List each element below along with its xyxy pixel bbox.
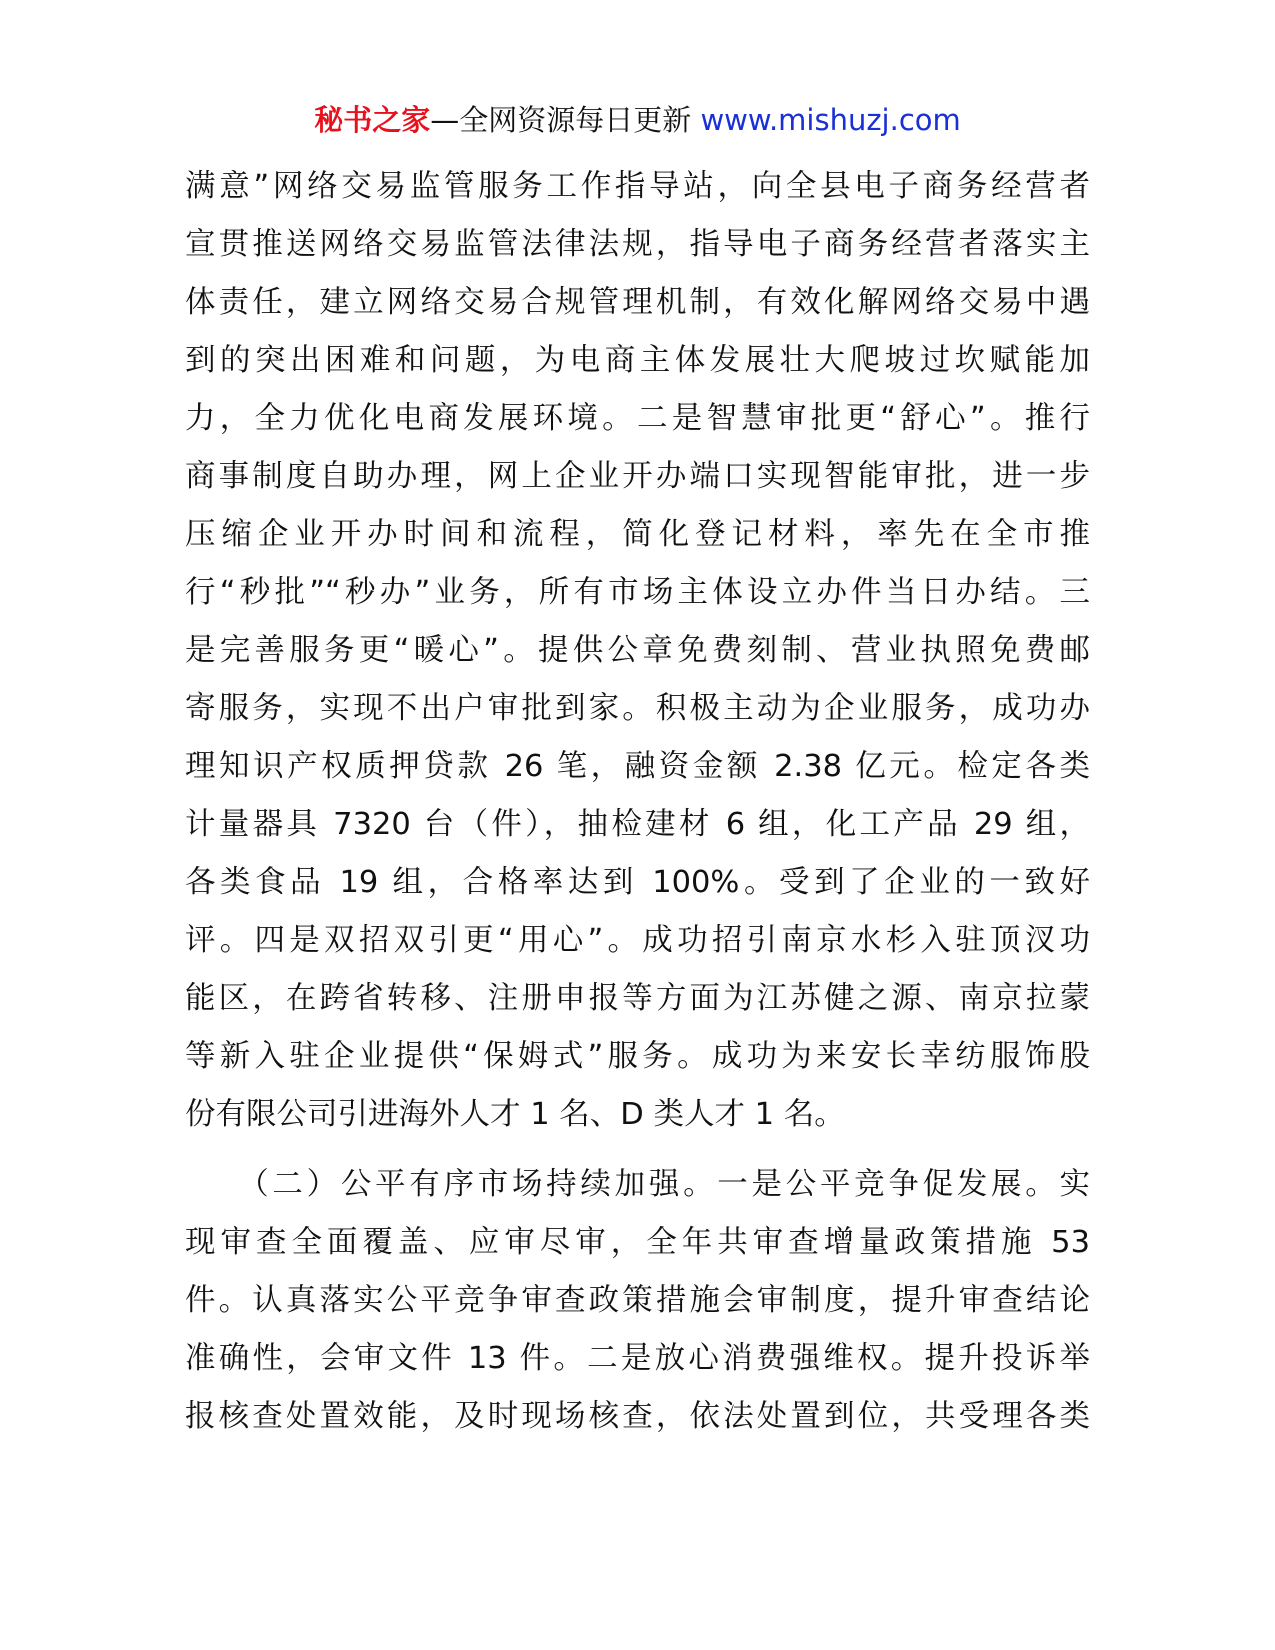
text-line: 是完善服务更“暖心”。提供公章免费刻制、营业执照免费邮 — [185, 633, 1090, 668]
text-line: 能区，在跨省转移、注册申报等方面为江苏健之源、南京拉蒙 — [185, 981, 1090, 1016]
header-tagline: —全网资源每日更新 — [430, 103, 701, 137]
text-line: 体责任，建立网络交易合规管理机制，有效化解网络交易中遇 — [185, 285, 1090, 320]
page-header — [0, 100, 1275, 140]
document-body — [185, 158, 1090, 1446]
text-line: 行“秒批”“秒办”业务，所有市场主体设立办件当日办结。三 — [185, 575, 1090, 610]
text-line: 理知识产权质押贷款 26 笔，融资金额 2.38 亿元。检定各类 — [185, 749, 1090, 784]
text-line: 件。认真落实公平竞争审查政策措施会审制度，提升审查结论 — [185, 1283, 1090, 1318]
brand-name: 秘书之家 — [314, 103, 431, 137]
text-line: 评。四是双招双引更“用心”。成功招引南京水杉入驻顶汊功 — [185, 923, 1090, 958]
text-line: 报核查处置效能，及时现场核查，依法处置到位，共受理各类 — [185, 1399, 1090, 1434]
paragraph-gap — [185, 1144, 1090, 1156]
text-line: 商事制度自助办理，网上企业开办端口实现智能审批，进一步 — [185, 459, 1090, 494]
paragraph-2 — [185, 1156, 1090, 1446]
paragraph-1 — [185, 158, 1090, 1144]
text-line: 份有限公司引进海外人才 1 名、D 类人才 1 名。 — [185, 1097, 845, 1132]
text-line: 等新入驻企业提供“保姆式”服务。成功为来安长幸纺服饰股 — [185, 1039, 1090, 1074]
text-line: 现审查全面覆盖、应审尽审，全年共审查增量政策措施 53 — [185, 1225, 1090, 1260]
text-line: 力，全力优化电商发展环境。二是智慧审批更“舒心”。推行 — [185, 401, 1090, 436]
text-line: 各类食品 19 组，合格率达到 100%。受到了企业的一致好 — [185, 865, 1090, 900]
text-line: 计量器具 7320 台（件），抽检建材 6 组，化工产品 29 组， — [185, 807, 1090, 842]
text-line: 寄服务，实现不出户审批到家。积极主动为企业服务，成功办 — [185, 691, 1090, 726]
text-line: 压缩企业开办时间和流程，简化登记材料，率先在全市推 — [185, 517, 1090, 552]
text-line: 宣贯推送网络交易监管法律法规，指导电子商务经营者落实主 — [185, 227, 1090, 262]
header-url-link[interactable]: www.mishuzj.com — [700, 103, 961, 137]
text-line: （二）公平有序市场持续加强。一是公平竞争促发展。实 — [185, 1167, 1090, 1202]
text-line: 满意”网络交易监管服务工作指导站，向全县电子商务经营者 — [185, 169, 1090, 204]
text-line: 到的突出困难和问题，为电商主体发展壮大爬坡过坎赋能加 — [185, 343, 1090, 378]
text-line: 准确性，会审文件 13 件。二是放心消费强维权。提升投诉举 — [185, 1341, 1090, 1376]
